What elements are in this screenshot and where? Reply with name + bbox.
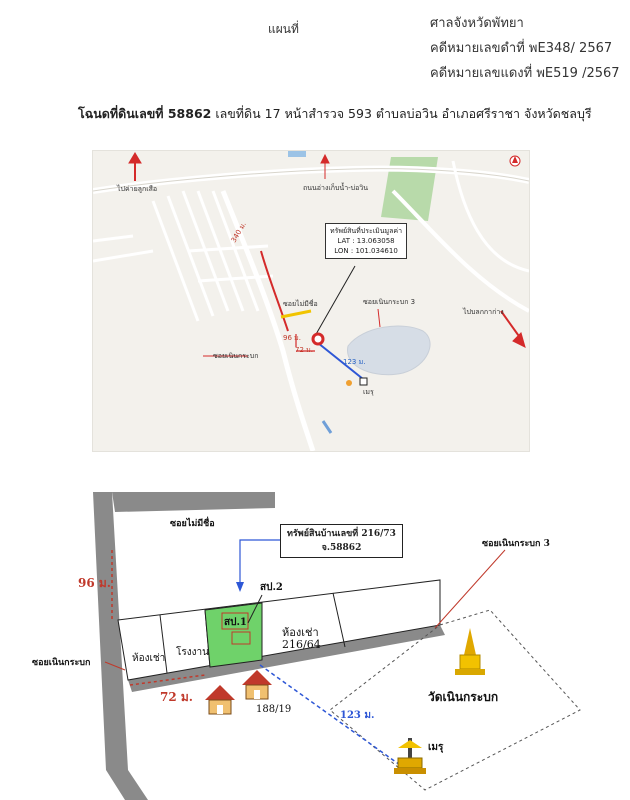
deed-title xyxy=(78,104,592,124)
sketch-house-no-2: 188/19 xyxy=(256,704,292,715)
property-box xyxy=(280,524,403,558)
sketch-sp2: สป.2 xyxy=(260,582,283,593)
label-road-top: ถนนอ่างเก็บน้ำ-บ่อวิน xyxy=(303,184,369,192)
sketch-temple: วัดเนินกระบก xyxy=(428,690,499,704)
deed-location: เลขที่ดิน 17 หน้าสำรวจ 593 ตำบลบ่อวิน อำเภอศรีราชา จังหวัดชลบุรี xyxy=(211,106,592,121)
sketch-soi-noen-krabok-3: ซอยเนินกระบก 3 xyxy=(482,539,550,549)
callout-lon: LON : 101.034610 xyxy=(334,247,398,255)
sketch-dist-96: 96 ม. xyxy=(78,576,111,590)
soi-highlight xyxy=(281,311,311,317)
property-marker-icon xyxy=(313,334,323,344)
sketch-rent-room-2: ห้องเช่า xyxy=(282,626,319,639)
road-top xyxy=(112,492,275,512)
dim-123-line xyxy=(260,665,400,765)
label-dist-340: 340 ม. xyxy=(229,220,248,244)
meru-icon xyxy=(360,378,367,385)
court-name: ศาลจังหวัดพัทยา xyxy=(430,16,524,31)
label-soi-mai-mee-chue: ซอยไม่มีชื่อ xyxy=(283,300,318,308)
red-case-number: คดีหมายเลขแดงที่ พE519 /2567 xyxy=(430,66,620,81)
label-dist-96: 96 ม. xyxy=(283,334,301,342)
label-dist-123: 123 ม. xyxy=(343,358,366,366)
label-soi-noen-krabok: ซอยเนินกระบก xyxy=(213,352,259,360)
sketch-dist-123: 123 ม. xyxy=(340,710,375,721)
sketch-factory: โรงงาน xyxy=(176,647,209,658)
house-icon xyxy=(242,670,272,699)
label-to-left: ไปค่ายลูกเสือ xyxy=(117,185,158,193)
pagoda-icon xyxy=(455,628,485,675)
callout-lat: LAT : 13.063058 xyxy=(337,237,395,245)
sketch-rent-room-1: ห้องเช่า xyxy=(132,653,166,664)
sketch-sp1: สป.1 xyxy=(224,617,247,628)
label-meru: เมรุ xyxy=(363,388,374,396)
sketch-soi-mai-mee-chue: ซอยไม่มีชื่อ xyxy=(170,519,215,529)
callout-title: ทรัพย์สินที่ประเมินมูลค่า xyxy=(330,227,403,235)
label-soi-noen-krabok-3: ซอยเนินกระบก 3 xyxy=(363,298,416,306)
map-heading: แผนที่ xyxy=(268,22,299,36)
location-map xyxy=(92,150,530,452)
label-to-right: ไปบลกกาก่าง xyxy=(463,308,504,316)
crematorium-icon xyxy=(394,738,426,774)
sketch-dist-72: 72 ม. xyxy=(160,690,193,704)
sketch-soi-noen-krabok: ซอยเนินกระบก xyxy=(32,658,91,668)
sketch-meru: เมรุ xyxy=(428,742,444,753)
property-box-line1: ทรัพย์สินบ้านเลขที่ 216/73 xyxy=(287,529,396,539)
property-box-line2: จ.58862 xyxy=(321,543,362,553)
black-case-number: คดีหมายเลขดำที่ พE348/ 2567 xyxy=(430,41,613,56)
house-icon xyxy=(205,685,235,714)
property-callout xyxy=(325,223,407,259)
sketch-house-no-1: 216/64 xyxy=(282,638,321,651)
deed-number: โฉนดที่ดินเลขที่ 58862 xyxy=(78,106,212,121)
label-dist-72: 72 ม. xyxy=(295,346,313,354)
